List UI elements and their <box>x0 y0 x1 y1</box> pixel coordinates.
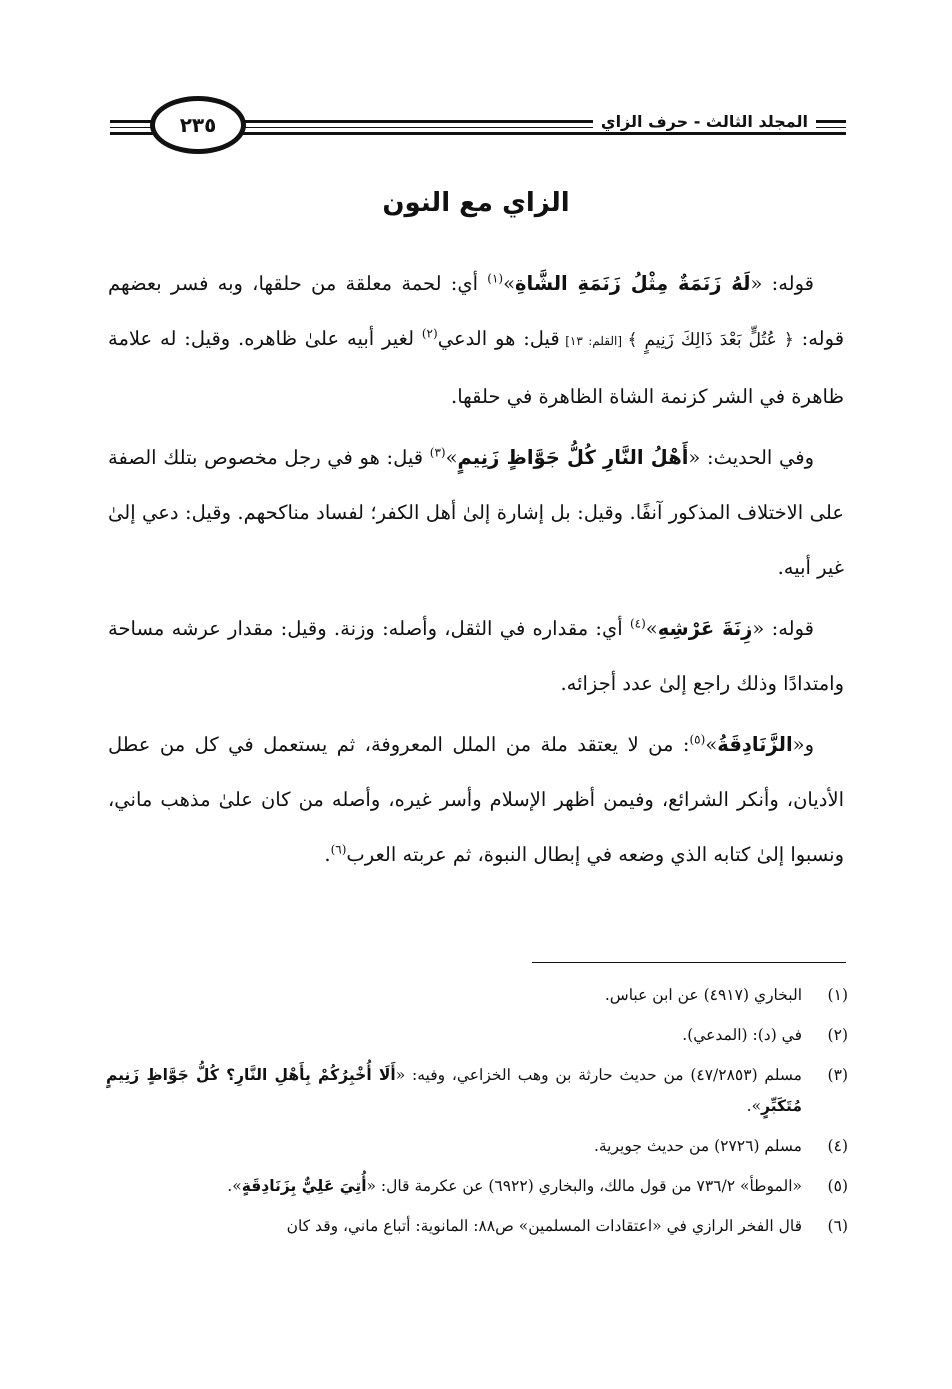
section-title: الزاي مع النون <box>382 188 570 218</box>
footnote-ref: (٣) <box>429 445 446 460</box>
paragraph-zina: قوله: «زِنَةَ عَرْشِهِ»$^{(٤)}$ أي: مقداره في الثقل، وأصله: وزنة. وقيل: مقدار عرشه مساحة وامتدادًا وذلك راجع إلىٰ عدد أجزائه. <box>108 616 844 695</box>
headword: أَهْلُ النَّارِ كُلُّ جَوَّاظٍ زَنِيمٍ <box>457 446 689 469</box>
paragraph-zanadiqa: و«الزَّنَادِقَةُ»$^{(٥)}$: من لا يعتقد ملة من الملل المعروفة، ثم يستعمل في كل من عطل الأديان، وأنكر الشرائع، وفيمن أظهر الإسلام وأسر غيره، وأصله من كان علىٰ مذهب ماني، ونسبوا إلىٰ كتابه الذي وضعه في إبطال النبوة، ثم عربته العرب$^{(٦)}$. <box>108 732 844 866</box>
footnote-2: (٢) في (د): (المدعي). <box>682 1026 848 1044</box>
paragraph-jawwaz: وفي الحديث: «أَهْلُ النَّارِ كُلُّ جَوَّاظٍ زَنِيمٍ»$^{(٣)}$ قيل: هو في رجل مخصوص بتلك الصفة على الاختلاف المذكور آنفًا. وقيل: بل إشارة إلىٰ أهل الكفر؛ لفساد مناكحهم. وقيل: دعي إلىٰ غير أبيه. <box>108 445 844 579</box>
verse-reference: [القلم: ١٣] <box>559 334 628 348</box>
running-title: المجلد الثالث - حرف الزاي <box>593 112 816 131</box>
footnotes <box>106 980 848 1251</box>
hadith-quote: أُتِيَ عَلِيٌّ بِزَنَادِقَةٍ <box>241 1177 367 1195</box>
footnote-6: (٦) قال الفخر الرازي في «اعتقادات المسلمين» ص٨٨: المانوية: أتباع ماني، وقد كان <box>286 1217 848 1235</box>
footnote-ref: (٦) <box>330 842 347 857</box>
header-rule-bottom <box>240 132 846 135</box>
footnote-ref: (٤) <box>629 616 646 631</box>
page-number-oval <box>150 96 246 154</box>
headword: الزَّنَادِقَةُ <box>717 733 793 756</box>
headword: زِنَةَ عَرْشِهِ <box>657 617 753 640</box>
footnote-ref: (٥) <box>689 732 706 747</box>
footnote-3: (٣) مسلم (٤٧/٢٨٥٣) من حديث حارثة بن وهب الخزاعي، وفيه: «أَلَا أُخْبِرُكُمْ بِأَهْلِ النَّارِ؟ كُلُّ جَوَّاظٍ زَنِيمٍ مُتَكَبِّرٍ». <box>106 1066 848 1115</box>
headword: لَهُ زَنَمَةٌ مِثْلُ زَنَمَةِ الشَّاةِ <box>515 272 751 295</box>
main-text <box>108 256 844 888</box>
running-header <box>110 92 846 162</box>
footnote-ref: (١) <box>487 271 504 286</box>
paragraph-zanama: قوله: «لَهُ زَنَمَةٌ مِثْلُ زَنَمَةِ الشَّاةِ»$^{(١)}$ أي: لحمة معلقة من حلقها، وبه فسر بعضهم قوله: ﴿ عُتُلٍّ بَعْدَ ذَالِكَ زَنِيمٍ ﴾ [القلم: ١٣] قيل: هو الدعي$^{(٢)}$ لغير أبيه علىٰ ظاهره. وقيل: له علامة ظاهرة في الشر كزنمة الشاة الظاهرة في حلقها. <box>108 271 845 408</box>
footnote-ref: (٢) <box>421 326 438 341</box>
footnote-1: (١) البخاري (٤٩١٧) عن ابن عباس. <box>604 986 848 1004</box>
quran-verse: ﴿ عُتُلٍّ بَعْدَ ذَالِكَ زَنِيمٍ ﴾ <box>627 330 794 350</box>
hadith-quote: أَلَا أُخْبِرُكُمْ بِأَهْلِ النَّارِ؟ كُلُّ جَوَّاظٍ زَنِيمٍ مُتَكَبِّرٍ <box>106 1066 802 1115</box>
footnote-separator <box>532 962 846 963</box>
footnote-5: (٥) «الموطأ» ٧٣٦/٢ من قول مالك، والبخاري (٦٩٢٢) عن عكرمة قال: «أُتِيَ عَلِيٌّ بِزَنَادِقَةٍ». <box>227 1177 848 1195</box>
footnote-4: (٤) مسلم (٢٧٢٦) من حديث جويرية. <box>593 1137 848 1155</box>
page-number: ٢٣٥ <box>179 113 217 137</box>
